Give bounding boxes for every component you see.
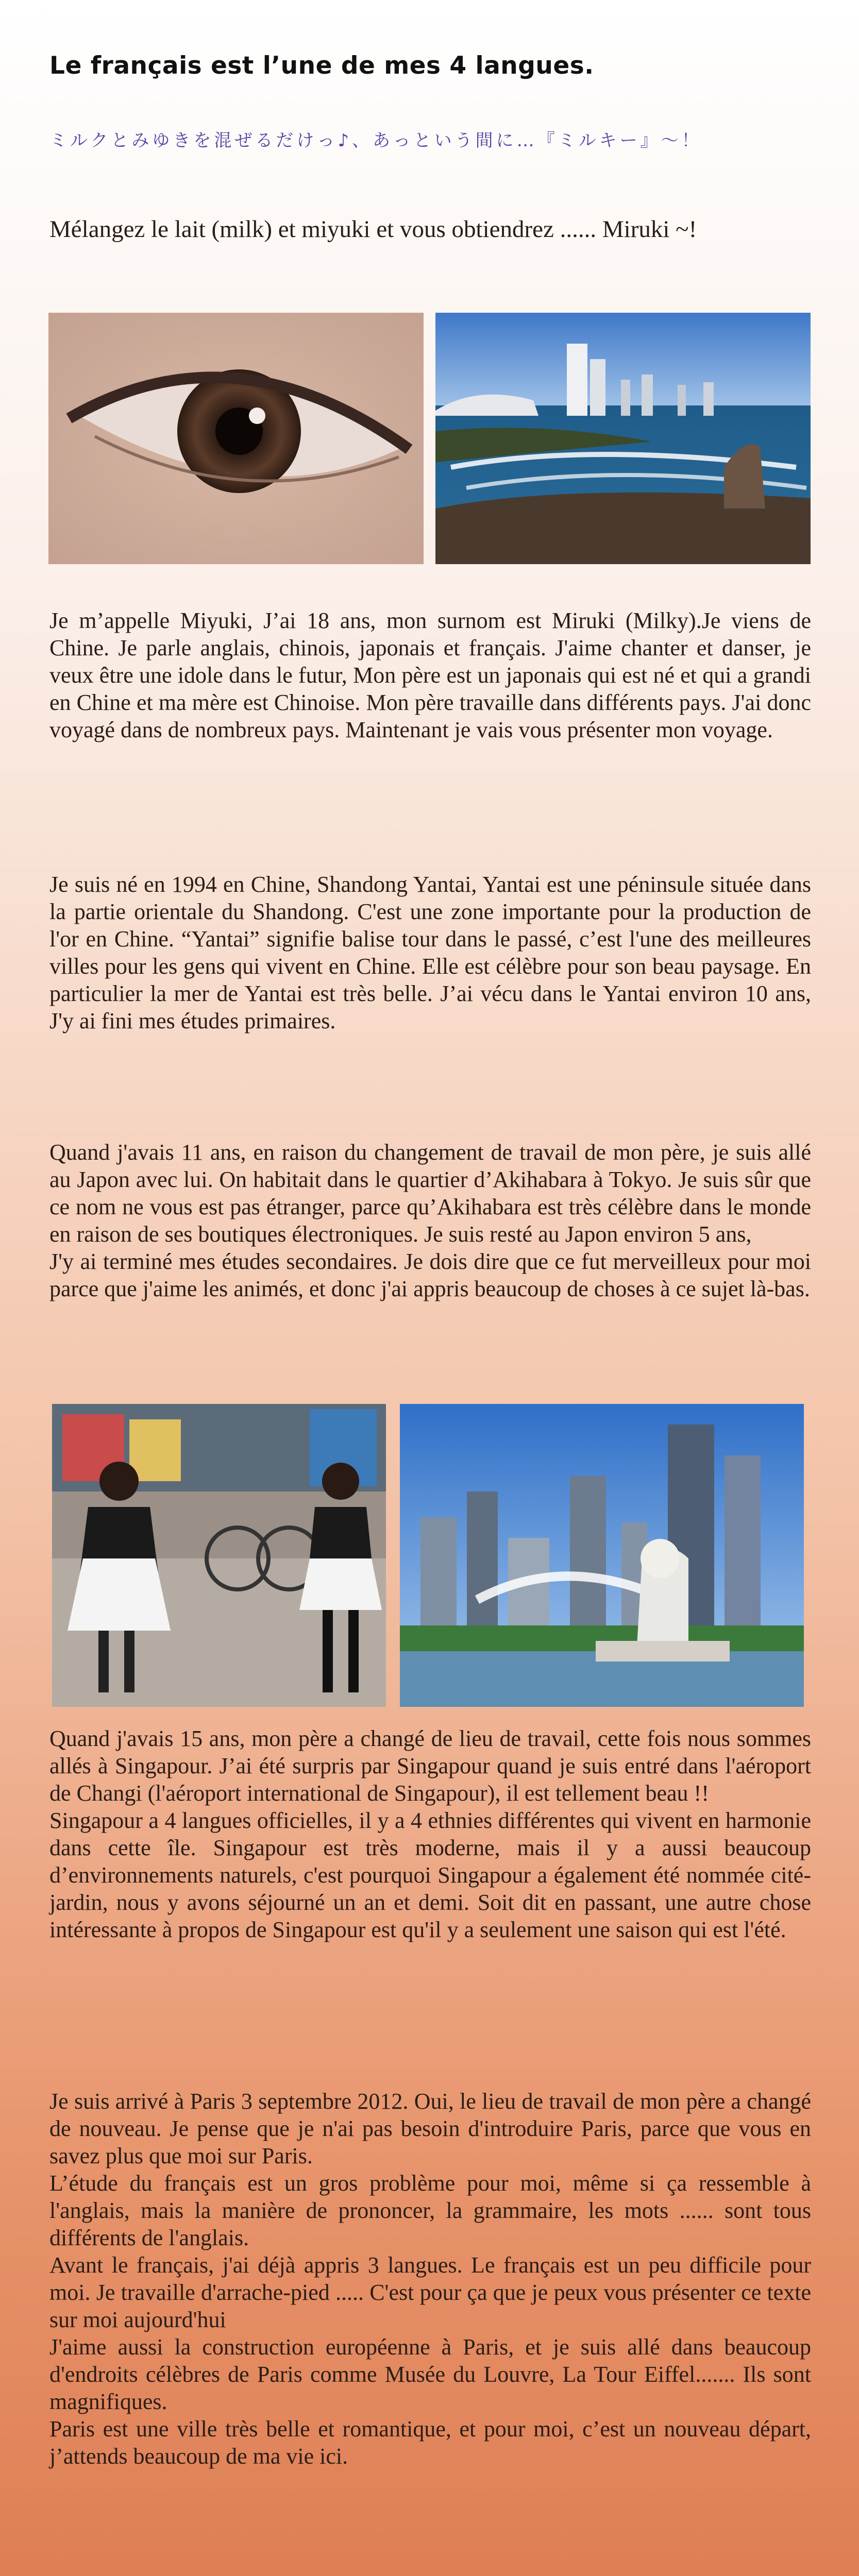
- singapore-paragraph: Quand j'avais 15 ans, mon père a changé de lieu de travail, cette fois nous sommes allés à Singapour. J’ai été surpris par Singapour quand je suis entré dans l'aéroport de Changi (l'aéroport international de Singapour), il est tellement beau !! Singapour a 4 langues officielles, il y a 4 ethnies différentes qui vivent en harmonie dans cette île. Singapour est très moderne, mais il y a aussi beaucoup d’environnements naturels, c'est pourquoi Singapour a également été nommée cité-jardin, nous y avons séjourné un an et demi. Soit dit en passant, une autre chose intéressante à propos de Singapour est qu'il y a seulement une saison qui est l'été.: [49, 1726, 811, 1942]
- eye-photo: [48, 313, 424, 564]
- yantai-coast-photo: [435, 313, 811, 564]
- singapore-merlion-photo: [400, 1404, 804, 1707]
- japanese-tagline: ミルクとみゆきを混ぜるだけっ♪、あっという間に…『ミルキー』～！: [49, 130, 702, 151]
- akihabara-maids-photo: [52, 1404, 386, 1707]
- intro-paragraph: Je m’appelle Miyuki, J’ai 18 ans, mon surnom est Miruki (Milky).Je viens de Chine. Je parle anglais, chinois, japonais et français. J'aime chanter et danser, je veux être une idole dans le futur, Mon père est un japonais qui est né et qui a grandi en Chine et ma mère est Chinoise. Mon père travaille dans différents pays. J'ai donc voyagé dans de nombreux pays. Maintenant je vais vous présenter mon voyage.: [49, 608, 811, 742]
- page-title: Le français est l’une de mes 4 langues.: [49, 52, 594, 80]
- paris-paragraph: Je suis arrivé à Paris 3 septembre 2012. Oui, le lieu de travail de mon père a changé de nouveau. Je pense que je n'ai pas besoin d'introduire Paris, parce que vous en savez plus que moi sur Paris. L’étude du français est un gros problème pour moi, même si ça ressemble à l'anglais, mais la manière de prononcer, la grammaire, les mots ...... sont tous différents de l'anglais. Avant le français, j'ai déjà appris 3 langues. Le français est un peu difficile pour moi. Je travaille d'arrache-pied ..... C'est pour ça que je peux vous présenter ce texte sur moi aujourd'hui J'aime aussi la construction européenne à Paris, et je suis allé dans beaucoup d'endroits célèbres de Paris comme Musée du Louvre, La Tour Eiffel....... Ils sont magnifiques. Paris est une ville très belle et romantique, et pour moi, c’est un nouveau départ, j’attends beaucoup de ma vie ici.: [49, 2089, 811, 2469]
- french-tagline: Mélangez le lait (milk) et miyuki et vous obtiendrez ...... Miruki ~!: [49, 216, 697, 243]
- yantai-paragraph: Je suis né en 1994 en Chine, Shandong Yantai, Yantai est une péninsule située dans la partie orientale du Shandong. C'est une zone importante pour la production de l'or en Chine. “Yantai” signifie balise tour dans le passé, c’est l'une des meilleures villes pour les gens qui vivent en Chine. Elle est célèbre pour son beau paysage. En particulier la mer de Yantai est très belle. J’ai vécu dans le Yantai environ 10 ans, J'y ai fini mes études primaires.: [49, 872, 811, 1033]
- japan-paragraph: Quand j'avais 11 ans, en raison du changement de travail de mon père, je suis allé au Japon avec lui. On habitait dans le quartier d’Akihabara à Tokyo. Je suis sûr que ce nom ne vous est pas étranger, parce qu’Akihabara est très célèbre dans le monde en raison de ses boutiques électroniques. Je suis resté au Japon environ 5 ans, J'y ai terminé mes études secondaires. Je dois dire que ce fut merveilleux pour moi parce que j'aime les animés, et donc j'ai appris beaucoup de choses à ce sujet là-bas.: [49, 1140, 811, 1301]
